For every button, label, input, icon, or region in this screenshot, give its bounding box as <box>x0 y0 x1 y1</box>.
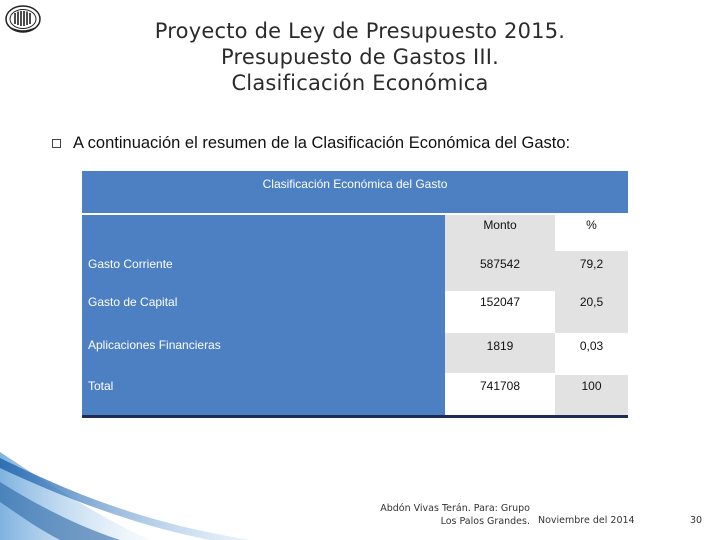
pct-gasto-capital: 20,5 <box>579 295 604 309</box>
footer-author <box>370 502 530 528</box>
bullet-text: A continuación el resumen de la Clasificación Económica del Gasto: <box>73 134 571 152</box>
title-line-3: Clasificación Económica <box>231 71 489 95</box>
row-label-gasto-corriente: Gasto Corriente <box>88 257 173 271</box>
monto-gasto-capital: 152047 <box>479 295 521 309</box>
row-label-aplicaciones-financieras: Aplicaciones Financieras <box>88 338 221 352</box>
title-line-1: Proyecto de Ley de Presupuesto 2015. <box>154 19 566 43</box>
decorative-swoosh <box>0 452 260 540</box>
row-label-total: Total <box>88 379 114 393</box>
monto-aplicaciones-financieras: 1819 <box>486 339 514 353</box>
monto-gasto-corriente: 587542 <box>479 257 521 271</box>
pct-gasto-corriente: 79,2 <box>579 257 604 271</box>
slide-title <box>60 18 660 96</box>
page-number: 30 <box>690 515 703 526</box>
economic-classification-table <box>82 171 628 419</box>
footer-author-line-1: Abdón Vivas Terán. Para: Grupo <box>380 503 530 514</box>
hollow-square-bullet-icon <box>52 139 61 148</box>
monto-total: 741708 <box>479 379 521 393</box>
footer-date: Noviembre del 2014 <box>538 515 635 526</box>
pct-total: 100 <box>581 379 602 393</box>
footer-author-line-2: Los Palos Grandes. <box>440 516 530 527</box>
table-header <box>82 171 628 213</box>
table-header-title: Clasificación Económica del Gasto <box>262 177 448 191</box>
pct-aplicaciones-financieras: 0,03 <box>579 339 604 353</box>
column-header-monto: Monto <box>483 218 517 232</box>
table-bottom-rule <box>82 415 628 418</box>
column-header-percent: % <box>586 218 597 232</box>
row-label-gasto-capital: Gasto de Capital <box>88 295 178 309</box>
row-labels-panel <box>82 215 445 415</box>
university-seal-icon <box>4 4 42 34</box>
title-line-2: Presupuesto de Gastos III. <box>220 45 500 69</box>
